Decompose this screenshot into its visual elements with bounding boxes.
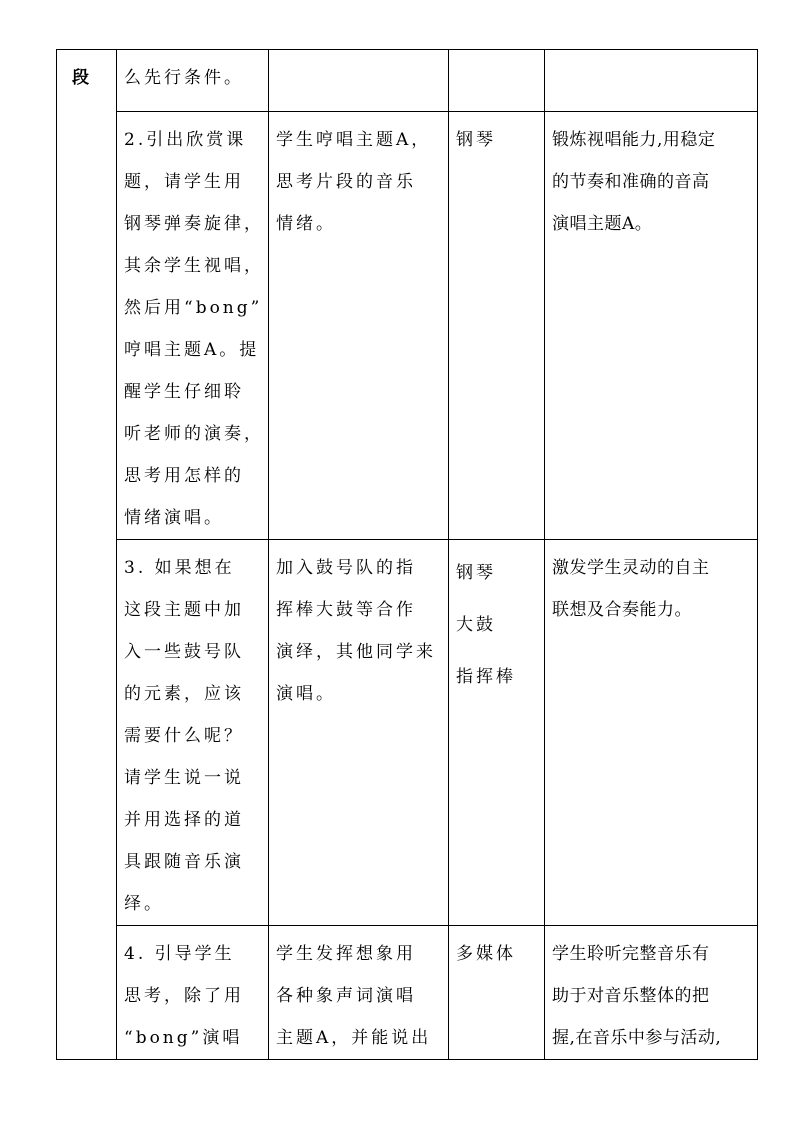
lesson-plan-table — [56, 49, 758, 1060]
text-line: 具跟随音乐演 — [124, 852, 244, 872]
text-line: 钢琴弹奏旋律， — [124, 214, 264, 234]
purpose-cell — [545, 540, 758, 926]
text-line: 学生哼唱主题A， — [276, 130, 432, 150]
media-cell — [449, 112, 545, 540]
text-line: 听老师的演奏， — [124, 424, 264, 444]
text-line: 思考片段的音乐 — [276, 172, 416, 192]
media-cell — [449, 926, 545, 1060]
table-row — [57, 540, 758, 926]
text-line: 绎。 — [124, 894, 164, 914]
text-line: “bong”演唱 — [124, 1028, 243, 1048]
table-row — [57, 50, 758, 112]
text-line: 请学生说一说 — [124, 768, 244, 788]
text-line: 学生发挥想象用 — [276, 944, 416, 964]
purpose-text — [545, 926, 757, 1059]
text-line: 学生聆听完整音乐有 — [552, 944, 710, 964]
text-line: 钢琴 — [456, 130, 496, 150]
text-line: 需要什么呢？ — [124, 726, 244, 746]
text-line: 的节奏和准确的音高 — [552, 172, 710, 192]
student-activity-cell — [269, 926, 449, 1060]
purpose-cell — [545, 926, 758, 1060]
text-line: 演绎，其他同学来 — [276, 642, 436, 662]
purpose-cell — [545, 50, 758, 112]
media-text — [449, 926, 544, 975]
text-line: 然后用“bong” — [124, 298, 263, 318]
text-line: 4. 引导学生 — [124, 944, 235, 964]
text-line: 多媒体 — [456, 944, 516, 964]
purpose-text — [545, 50, 757, 57]
text-line: 情绪演唱。 — [124, 508, 224, 528]
text-line: 3. 如果想在 — [124, 558, 235, 578]
teacher-activity-cell — [117, 112, 269, 540]
media-cell — [449, 540, 545, 926]
text-line: 思考，除了用 — [124, 986, 244, 1006]
text-line: 演唱主题A。 — [552, 214, 653, 234]
text-line: 各种象声词演唱 — [276, 986, 416, 1006]
student-activity-text — [269, 926, 448, 1059]
text-line: 钢琴 — [456, 563, 496, 583]
teacher-activity-cell — [117, 926, 269, 1060]
text-line: 激发学生灵动的自主 — [552, 558, 710, 578]
text-line: 指挥棒 — [456, 667, 516, 687]
student-activity-text — [269, 50, 448, 57]
text-line: 联想及合奏能力。 — [552, 600, 692, 620]
text-line: 其余学生视唱， — [124, 256, 264, 276]
text-line: 2.引出欣赏课 — [124, 130, 247, 150]
teacher-activity-text — [117, 540, 268, 925]
media-cell — [449, 50, 545, 112]
text-line: 主题A，并能说出 — [276, 1028, 432, 1048]
media-text — [449, 50, 544, 57]
student-activity-cell — [269, 112, 449, 540]
teacher-activity-cell — [117, 50, 269, 112]
purpose-text — [545, 540, 757, 631]
text-line: 的元素，应该 — [124, 684, 244, 704]
student-activity-text — [269, 112, 448, 245]
teacher-activity-cell — [117, 540, 269, 926]
student-activity-cell — [269, 50, 449, 112]
student-activity-text — [269, 540, 448, 715]
purpose-text — [545, 112, 757, 245]
media-text — [449, 112, 544, 161]
teacher-activity-text — [117, 112, 268, 539]
media-text — [449, 540, 544, 703]
table-row — [57, 112, 758, 540]
text-line: 这段主题中加 — [124, 600, 244, 620]
text-line: 演唱。 — [276, 684, 336, 704]
table-row — [57, 926, 758, 1060]
text-line: 加入鼓号队的指 — [276, 558, 416, 578]
student-activity-cell — [269, 540, 449, 926]
text-line: 握,在音乐中参与活动, — [552, 1028, 722, 1048]
stage-cell — [57, 50, 117, 1060]
text-line: 锻炼视唱能力,用稳定 — [552, 130, 716, 150]
text-line: 情绪。 — [276, 214, 336, 234]
teacher-activity-text — [117, 926, 268, 1059]
stage-label: 段 — [72, 68, 89, 88]
text-line: 醒学生仔细聆 — [124, 382, 244, 402]
text-line: 题，请学生用 — [124, 172, 244, 192]
text-line: 大鼓 — [456, 615, 496, 635]
text-line: 么先行条件。 — [124, 68, 244, 88]
teacher-activity-text — [117, 50, 268, 99]
text-line: 思考用怎样的 — [124, 466, 244, 486]
purpose-cell — [545, 112, 758, 540]
text-line: 并用选择的道 — [124, 810, 244, 830]
text-line: 挥棒大鼓等合作 — [276, 600, 416, 620]
text-line: 哼唱主题A。提 — [124, 340, 260, 360]
text-line: 入一些鼓号队 — [124, 642, 244, 662]
text-line: 助于对音乐整体的把 — [552, 986, 710, 1006]
